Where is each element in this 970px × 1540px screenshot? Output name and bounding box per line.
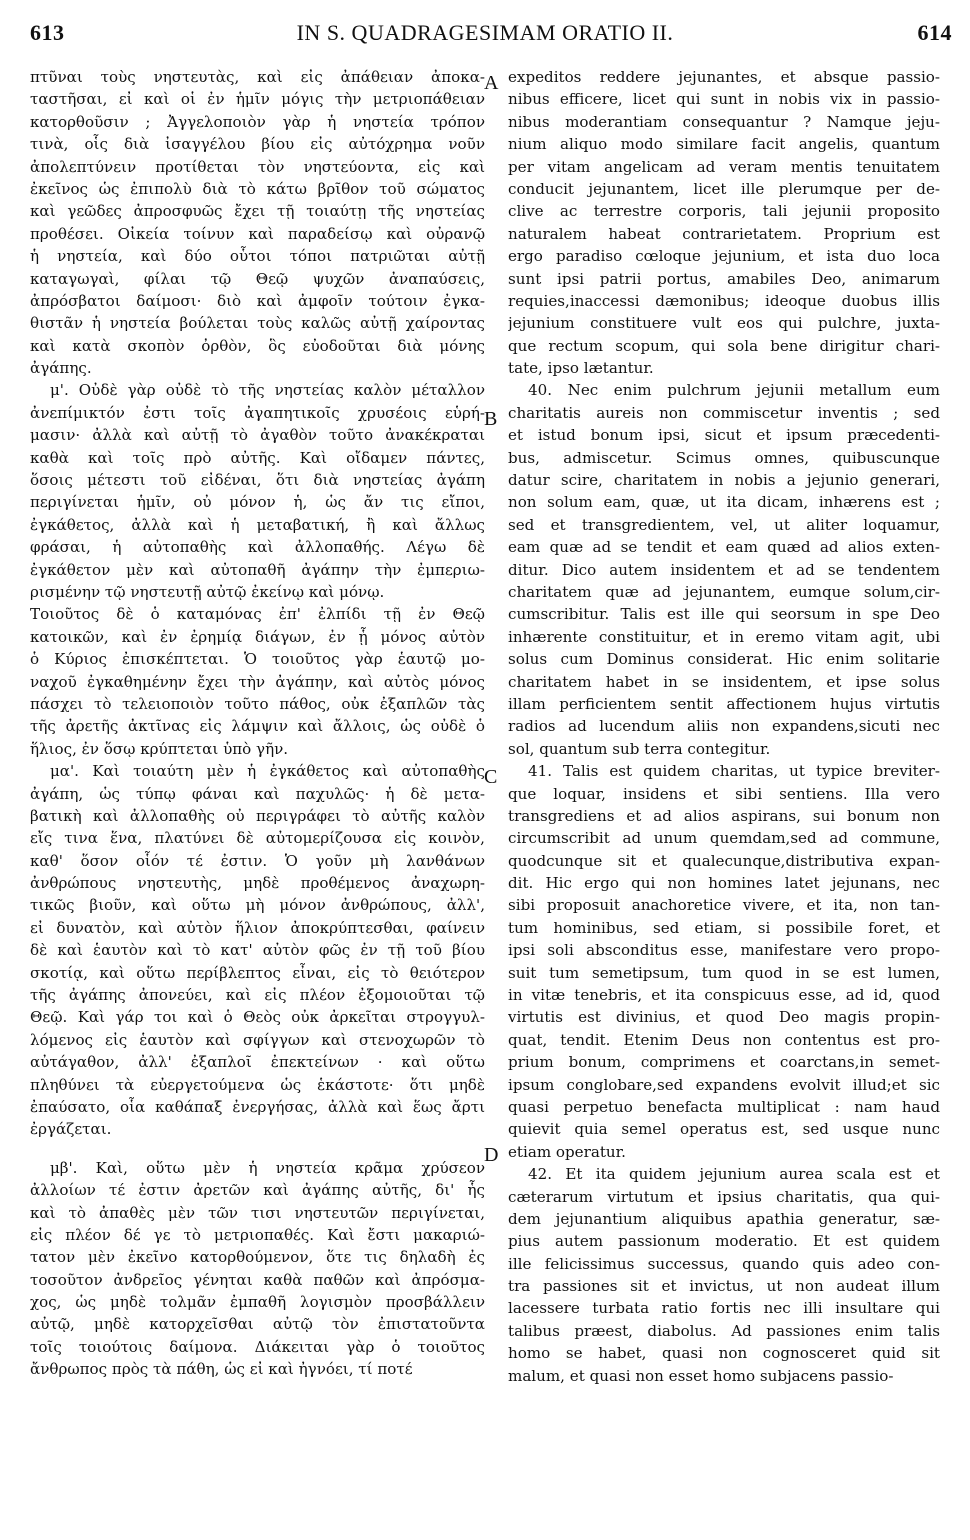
text-line: καὶ τὸ ἀπαθὲς μὲν τῶν τισι νηστευτῶν περιγίνεται, [30, 1203, 485, 1222]
text-line: προθέσει. Οἰκεία τοίνυν καὶ παραδείσῳ καὶ οὐρανῷ [30, 224, 485, 243]
text-line: λόμενος εἰς ἑαυτὸν καὶ σφίγγων καὶ στενοχωρῶν τὸ [30, 1030, 485, 1049]
text-line: ἐγκάθετον μὲν καὶ αὐτοπαθῆ ἀγάπην τὴν ἐμπεριω- [30, 560, 485, 579]
text-line: εἰς πλέον δέ γε τὸ μετριοπαθές. Καὶ ἔστι μακαριώ- [30, 1225, 485, 1244]
text-line: sunt ipsi patrii portus, amabiles Deo, animarum [508, 269, 940, 288]
text-line: κατορθοῦσιν ; Ἀγγελοποιὸν γὰρ ἡ νηστεία τρόπον [30, 112, 485, 131]
text-line: charitatem habet in se insidentem, et ipse solus [508, 672, 940, 691]
text-line: μ'. Οὐδὲ γὰρ οὐδὲ τὸ τῆς νηστείας καλὸν μέταλλον [50, 381, 485, 400]
text-line: prium bonum, comprimens et coarctans,in semet- [508, 1053, 940, 1072]
text-line: suit tum semetipsum, tum quod in se est lumen, [508, 963, 940, 982]
text-line: τινὰ, οἷς διὰ ἰσαγγέλου βίου εἰς αὐτόχρημα νοῦν [30, 135, 485, 154]
text-line: ἐκεῖνος ὡς ἐπιπολὺ διὰ τὸ κάτω βρῖθον τοῦ σώματος [30, 179, 485, 198]
text-line: φράσαι, ἡ αὐτοπαθὴς καὶ ἀλλοπαθής. Λέγω δὲ [30, 538, 485, 557]
text-line: ἀλλοίων τέ ἐστιν ἀρετῶν καὶ ἀγάπης αὐτῆς, δι' ἧς [30, 1181, 485, 1200]
text-line: ἐγκάθετος, ἀλλὰ καὶ ἡ μεταβατική, ἢ καὶ ἄλλως [30, 515, 485, 534]
text-line: ἥλιος, ἐν ὅσῳ κρύπτεται ὑπὸ γῆν. [30, 739, 289, 758]
text-line: σκοτίᾳ, καὶ οὕτω περίβλεπτος εἶναι, εἰς τὸ θειότερον [30, 963, 485, 982]
text-line: illam perficientem sentit affectionem hujus virtutis [508, 694, 940, 713]
text-line: conducit jejunantem, licet ille plerumque per de- [508, 179, 940, 198]
text-line: Τοιοῦτος δὲ ὁ καταμόνας ἐπ' ἐλπίδι τῇ ἐν Θεῷ [30, 605, 485, 624]
text-line: homo se habet, quasi non cognosceret quid sit [508, 1344, 940, 1363]
text-line: εἰ δυνατὸν, καὶ αὐτὸν ἥλιον ἀποκρύπτεσθαι, φαίνειν [30, 918, 485, 937]
text-line: virtutis est divinius, et quod Deo magis propin- [508, 1008, 940, 1027]
text-line: quodcunque sit et qualecunque,distributiva expan- [508, 851, 940, 870]
text-line: πληθύνει τὰ εὐεργετούμενα ὡς ἑκάστοτε· ὅτι μηδὲ [30, 1075, 485, 1094]
text-line: inhærente constituitur, et in eremo vitam agit, ubi [508, 627, 940, 646]
text-line: ταστῆσαι, εἰ καὶ οἱ ἐν ἡμῖν μόγις τὴν μετριοπάθειαν [30, 90, 485, 109]
text-line: μβ'. Καὶ, οὕτω μὲν ἡ νηστεία κρᾶμα χρύσεον [50, 1158, 485, 1177]
text-line: radios ad lucendum aliis non expandens,sicuti nec [508, 717, 940, 736]
text-line: quat, tendit. Etenim Deus non contentus est pro- [508, 1030, 940, 1049]
text-line: αὐτάγαθον, ἀλλ' ἐξαπλοῖ ἐπεκτείνων · καὶ οὕτω [30, 1053, 485, 1072]
text-line: ἐπαύσατο, οἷα καθάπαξ ἐνεργήσας, ἀλλὰ καὶ ἕως ἄρτι [30, 1097, 485, 1116]
text-line: 42. Et ita quidem jejunium aurea scala est et [528, 1165, 940, 1184]
text-line: dem jejunantium aliquibus apathia generatur, sæ- [508, 1209, 940, 1228]
text-line: ἀνθρώπους νηστευτὴς, μηδὲ προθέμενος ἀναχωρη- [30, 874, 485, 893]
text-line: datur scire, charitatem in nobis a jejunio generari, [508, 471, 940, 490]
text-line: ἐργάζεται. [30, 1120, 112, 1139]
text-line: ipsum conglobare,sed expandens evolvit illud;et sic [508, 1075, 940, 1094]
text-line: ναχοῦ ἐγκαθημένην ἔχει τὴν ἀγάπην, καὶ αὐτὸς μόνος [30, 672, 485, 691]
left-page-number: 613 [30, 20, 65, 45]
text-line: transgrediens et ad alios aspirans, sui bonum non [508, 806, 940, 825]
text-line: expeditos reddere jejunantes, et absque passio- [508, 68, 940, 86]
text-line: τατον μὲν ἐκεῖνο κατορθούμενον, ὅτε τις δηλαδὴ ἐς [30, 1248, 485, 1267]
text-line: ἀγάπης. [30, 359, 92, 378]
text-line: lacessere turbata ratio fortis nec illi insultare qui [508, 1299, 940, 1318]
right-page-number: 614 [917, 20, 952, 45]
text-line: ergo paradiso cœloque jejunium, et ista duo loca [508, 247, 940, 266]
text-line: μα'. Καὶ τοιαύτη μὲν ἡ ἐγκάθετος καὶ αὐτοπαθὴς [50, 762, 485, 781]
text-line: nibus moderantiam consequantur ? Namque jeju- [508, 112, 940, 131]
margin-marker-b: B [484, 408, 498, 430]
text-line: καὶ γεῶδες ἀπροσφυῶς ἔχει τῇ τοιαύτῃ τῆς νηστείας [30, 202, 485, 221]
text-line: τοῖς τοιούτοις δαίμονα. Διάκειται γὰρ ὁ τοιοῦτος [30, 1337, 485, 1356]
margin-marker-d: D [484, 1144, 499, 1166]
text-line: et istud bonum ipsi, sicut et ipsum præcedenti- [508, 426, 940, 445]
text-line [30, 1141, 485, 1157]
text-line: nium aliquo modo similare facit angelis, quantum [508, 135, 940, 154]
text-line: τικῶς βιοῦν, καὶ οὕτω μὴ μόνον ἀνθρώπους, ἀλλ', [30, 896, 485, 915]
text-line: τῆς ἀρετῆς ἀκτῖνας εἰς λάμψιν καὶ ἄλλοις, ὡς οὐδὲ ὁ [30, 717, 485, 736]
margin-marker-a: A [484, 72, 499, 94]
text-line: tra passiones sit et invictus, ut non audeat illum [508, 1277, 940, 1296]
text-line: πτῦναι τοὺς νηστευτὰς, καὶ εἰς ἀπάθειαν ἀποκα- [30, 68, 485, 86]
text-line: χος, ὡς μηδὲ τολμᾶν ἐμπαθῆ λογισμὸν προσβάλλειν [30, 1293, 485, 1312]
text-line: Θεῷ. Καὶ γάρ τοι καὶ ὁ Θεὸς οὐκ ἀρκεῖται στρογγυλ- [30, 1008, 485, 1027]
text-line: ἀπολεπτύνειν προτίθεται τὸν νηστεύοντα, εἰς καὶ [30, 157, 485, 176]
text-line: ὅσοις μέτεστι τοῦ εἰδέναι, ὅτι διὰ νηστείας ἀγάπη [30, 471, 485, 490]
text-line: καὶ κατὰ σκοπὸν ὀρθὸν, ὃς εὐοδοῦται διὰ μόνης [30, 336, 485, 355]
text-line: κατοικῶν, καὶ ἐν ἐρημίᾳ διάγων, ἐν ᾗ μόνος αὐτὸν [30, 627, 485, 646]
text-line: ipsi soli absconditus esse, manifestare vero propo- [508, 941, 940, 960]
text-line: que rectum scopum, qui sola bene dirigitur chari- [508, 336, 940, 355]
text-line: quievit quia semel operatus est, sed usque nunc [508, 1120, 940, 1139]
text-line: τῆς ἀγάπης ἀπονεύει, καὶ εἰς πλέον ἐξομοιοῦται τῷ [30, 986, 485, 1005]
text-line: requies,inaccessi dæmonibus; ideoque duobus illis [508, 291, 940, 310]
text-line: naturalem habeat contrarietatem. Proprium est [508, 224, 940, 243]
text-line: αὐτῷ, μηδὲ κατορχεῖσθαι αὐτῷ τὸν ἐπιστατοῦντα [30, 1315, 485, 1334]
text-line: per vitam angelicam ad veram mentis tenuitatem [508, 157, 940, 176]
text-line: in vitæ tenebris, et ita conspicuus esse, ad id, quod [508, 986, 940, 1005]
text-line: 41. Talis est quidem charitas, ut typice breviter- [528, 762, 940, 781]
text-line: περιγίνεται ἡμῖν, οὐ μόνον ἡ, ὡς ἄν τις εἴποι, [30, 493, 485, 512]
text-line: que loquar, insidens et sibi sentiens. Illa vero [508, 784, 940, 803]
latin-text-column [508, 66, 940, 1387]
greek-text-column [30, 66, 485, 1381]
text-line: sed et transgredientem, vel, ut aliter loquamur, [508, 515, 940, 534]
text-line: καθ' ὅσον οἷόν τέ ἐστιν. Ὁ γοῦν μὴ λανθάνων [30, 851, 485, 870]
text-line: talibus præest, diabolus. Ad passiones enim talis [508, 1321, 940, 1340]
text-line: ἀγάπη, ὡς τύπῳ φάναι καὶ παχυλῶς· ἡ δὲ μετα- [30, 784, 485, 803]
text-line: non solum eam, quæ, ut ita dicam, inhærens est ; [508, 493, 940, 512]
text-line: eam quæ ad se tendit et eam quæd ad alios exten- [508, 538, 940, 557]
text-line: solus cum Dominus considerat. Hic enim solitarie [508, 650, 940, 669]
text-line: charitatem quæ ad jejunantem, eumque solum,cir- [508, 582, 940, 601]
text-line: malum, et quasi non esset homo subjacens passio- [508, 1366, 894, 1385]
text-line: ὁ Κύριος ἐπισκέπτεται. Ὁ τοιοῦτος γὰρ ἑαυτῷ μο- [30, 650, 485, 669]
text-line: πάσχει τὸ τελειοποιὸν τοῦτο πάθος, οὐκ ἐξαπλῶν τὰς [30, 694, 485, 713]
text-line: sibi proposuit anachoretice vivere, et ita, non tan- [508, 896, 940, 915]
running-title: IN S. QUADRAGESIMAM ORATIO II. [296, 20, 674, 45]
text-line: ἀπρόσβατοι δαίμοσι· διὸ καὶ ἀμφοῖν τούτοιν ἐγκα- [30, 291, 485, 310]
text-line: bus, admiscetur. Scimus omnes, quibuscunque [508, 448, 940, 467]
text-line: tum hominibus, sed etiam, si possibile foret, et [508, 918, 940, 937]
text-line: clive ac terrestre corporis, tali jejunii proposito [508, 202, 940, 221]
text-line: charitatis aureis non commiscetur inventis ; sed [508, 403, 940, 422]
text-line: καθὰ καὶ τοῖς πρὸ αὐτῆς. Καὶ οἴδαμεν πάντες, [30, 448, 485, 467]
text-line: θιστᾶν ἡ νηστεία βούλεται τοὺς καλῶς αὐτῇ χαίροντας [30, 314, 485, 333]
text-line: jejunium constituere vult eos qui pulchre, juxta- [508, 314, 940, 333]
text-line: tate, ipso lætantur. [508, 359, 654, 378]
text-line: δὲ καὶ ἑαυτὸν καὶ τὸ κατ' αὐτὸν φῶς ἐν τῇ τοῦ βίου [30, 941, 485, 960]
text-line: quasi perpetuo benefacta multiplicat : nam haud [508, 1097, 940, 1116]
text-line: μασιν· ἀλλὰ καὶ αὐτῇ τὸ ἀγαθὸν τοῦτο ἀνακέκραται [30, 426, 485, 445]
text-line: nibus efficere, licet qui sunt in nobis vix in passio- [508, 90, 940, 109]
text-line: sol, quantum sub terra contegitur. [508, 739, 771, 758]
margin-marker-c: C [484, 766, 498, 788]
text-line: dit. Hic ergo qui non homines latet jejunans, nec [508, 874, 940, 893]
text-line: ἄνθρωπος πρὸς τὰ πάθη, ὡς εἰ καὶ ἠγνόει, τί ποτέ [30, 1360, 413, 1379]
text-line: τοσοῦτον ἀνδρεῖος γένηται καθὰ παθῶν καὶ ἀπρόσμα- [30, 1270, 485, 1289]
text-line: 40. Nec enim pulchrum jejunii metallum eum [528, 381, 940, 400]
text-line: βατικὴ καὶ ἀλλοπαθὴς οὐ περιγράφει τὸ αὐτῆς καλὸν [30, 806, 485, 825]
text-line: ἡ νηστεία, καὶ δύο οὗτοι τόποι πατριῶται αὐτῇ [30, 247, 485, 266]
text-line: cumscribitur. Talis est ille qui seorsum in spe Deo [508, 605, 940, 624]
text-line: ditur. Dico autem insidentem et ad se tendentem [508, 560, 940, 579]
page-header [0, 14, 970, 48]
text-line: circumscribit ad unum quemdam,sed ad commune, [508, 829, 940, 848]
text-line: etiam operatur. [508, 1142, 626, 1161]
text-line: ἀνεπίμικτόν ἐστι τοῖς ἀγαπητικοῖς χρυσέοις εὑρή- [30, 403, 485, 422]
text-line: ρισμένην τῷ νηστευτῇ αὐτῷ ἐκείνῳ καὶ μόνῳ. [30, 582, 385, 601]
text-line: εἴς τινα ἕνα, πλατύνει δὲ αὐτομερίζουσα εἰς κοινὸν, [30, 829, 485, 848]
text-line: pius autem passionum moderatio. Et est quidem [508, 1232, 940, 1251]
text-line: cæterarum virtutum et ipsius charitatis, qua qui- [508, 1187, 940, 1206]
text-line: καταγωγαὶ, φίλαι τῷ Θεῷ ψυχῶν ἀναπαύσεις, [30, 269, 485, 288]
text-line: ille felicissimus successus, quando quis adeo con- [508, 1254, 940, 1273]
